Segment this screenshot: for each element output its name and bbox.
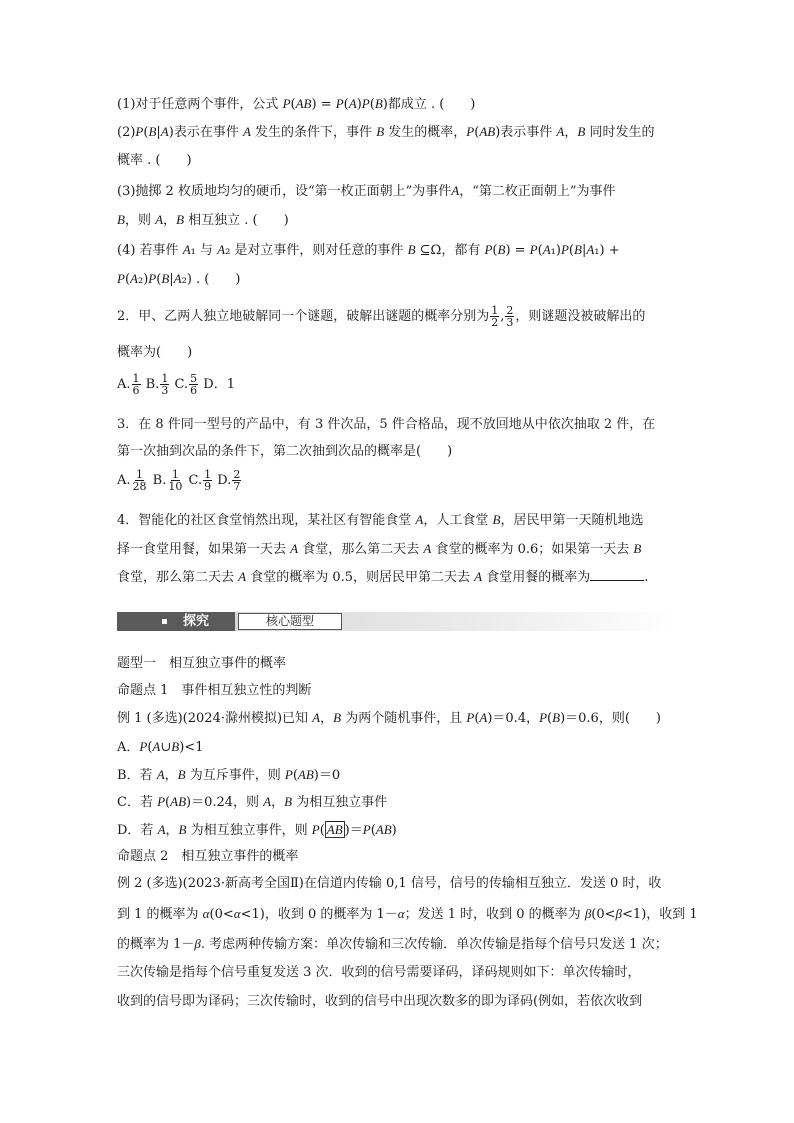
fraction: $\frac{5}{6}$	[190, 372, 198, 397]
question-4-line-1: 4．智能化的社区食堂悄然出现，某社区有智能食堂 A，人工食堂 B，居民甲第一天随机地选	[117, 512, 644, 528]
question-3-stem: 3．在 8 件同一型号的产品中，有 3 件次品，5 件合格品，现不放回地从中依次抽取 2 件，在	[117, 417, 656, 432]
banner-label-left: 探究	[117, 612, 235, 631]
example-2-line-5: 收到的信号即为译码；三次传输时，收到的信号中出现次数多的即为译码(例如，若依次收到	[117, 994, 643, 1009]
question-2-stem-cont: 概率为( )	[117, 345, 193, 360]
question-4-line-3: 食堂，那么第二天去 A 食堂的概率为 0.5，则居民甲第二天去 A 食堂用餐的概率为 .	[117, 569, 649, 585]
fraction: $\frac{1}{9}$	[204, 468, 212, 493]
judge-item-2-cont: 概率 . ( )	[117, 153, 192, 168]
example-2-line-1: 例 2 (多选)(2023·新高考全国Ⅱ)在信道内传输 0,1 信号，信号的传输相互独立．发送 0 时，收	[117, 876, 662, 891]
proposition-point-2: 命题点 2 相互独立事件的概率	[117, 849, 299, 864]
example-1-option-a: A．P(A∪B)<1	[117, 739, 204, 755]
example-1-option-b: B．若 A，B 为互斥事件，则 P(AB)＝0	[117, 767, 341, 783]
judge-item-4-cont: P(A₂)P(B|A₂) . ( )	[117, 271, 241, 287]
question-2-stem: 2．甲、乙两人独立地破解同一个谜题，破解出谜题的概率分别为 $\frac{1}{2}$ , $\frac{2}{3}$ ，则谜题没被破解出的	[117, 304, 646, 329]
fraction: $\frac{1}{2}$	[491, 304, 499, 329]
fraction: $\frac{2}{3}$	[506, 304, 514, 329]
fraction: $\frac{1}{6}$	[132, 372, 140, 397]
judge-item-2: (2)P(B|A)表示在事件 A 发生的条件下，事件 B 发生的概率，P(AB)表示事件 A，B 同时发生的	[117, 124, 655, 140]
fraction: $\frac{2}{7}$	[233, 468, 241, 493]
fraction: $\frac{1}{10}$	[168, 468, 183, 493]
judge-item-3: (3)抛掷 2 枚质地均匀的硬币，设“第一枚正面朝上”为事件A，“第二枚正面朝上”为事件	[117, 183, 616, 199]
section-title-type-1: 题型一 相互独立事件的概率	[117, 656, 287, 671]
judge-item-1: (1)对于任意两个事件，公式 P(AB) = P(A)P(B)都成立 . ( )	[117, 96, 476, 112]
proposition-point-1: 命题点 1 事件相互独立性的判断	[117, 683, 312, 698]
example-2-line-4: 三次传输是指每个信号重复发送 3 次．收到的信号需要译码，译码规则如下：单次传输时，	[117, 965, 641, 980]
question-4-line-2: 择一食堂用餐，如果第一天去 A 食堂，那么第二天去 A 食堂的概率为 0.6；如果第一天去 B	[117, 541, 642, 557]
example-1-option-c: C．若 P(AB)＝0.24，则 A，B 为相互独立事件	[117, 794, 388, 810]
section-banner	[117, 612, 677, 631]
fraction: $\frac{1}{3}$	[161, 372, 169, 397]
example-2-line-3: 的概率为 1－β. 考虑两种传输方案：单次传输和三次传输．单次传输是指每个信号只发送 1 次；	[117, 936, 668, 952]
example-1-stem: 例 1 (多选)(2024·滁州模拟)已知 A，B 为两个随机事件，且 P(A)＝0.4，P(B)＝0.6，则( )	[117, 710, 661, 726]
judge-item-3-cont: B，则 A，B 相互独立 . ( )	[117, 212, 289, 228]
example-1-option-d: D．若 A，B 为相互独立事件，则 P( $\overline{AB}$ )＝P(AB)	[117, 822, 397, 838]
question-2-options: A. $\frac{1}{6}$ B. $\frac{1}{3}$ C. $\frac{5}{6}$ D．1	[117, 372, 235, 397]
judge-item-4: (4) 若事件 A₁ 与 A₂ 是对立事件，则对任意的事件 B ⊆Ω，都有 P(B) = P(A₁)P(B|A₁) +	[117, 242, 620, 258]
question-3-stem-cont: 第一次抽到次品的条件下，第二次抽到次品的概率是( )	[117, 444, 453, 459]
question-3-options: A. $\frac{1}{28}$ B. $\frac{1}{10}$ C. $\frac{1}{9}$ D. $\frac{2}{7}$	[117, 468, 241, 493]
banner-label-right: 核心题型	[238, 613, 342, 630]
example-2-line-2: 到 1 的概率为 α(0<α<1)，收到 0 的概率为 1－α；发送 1 时，收到 0 的概率为 β(0<β<1)，收到 1	[117, 906, 698, 922]
square-bullet-icon	[162, 619, 167, 624]
fraction: $\frac{1}{28}$	[132, 468, 147, 493]
answer-blank	[590, 568, 644, 581]
